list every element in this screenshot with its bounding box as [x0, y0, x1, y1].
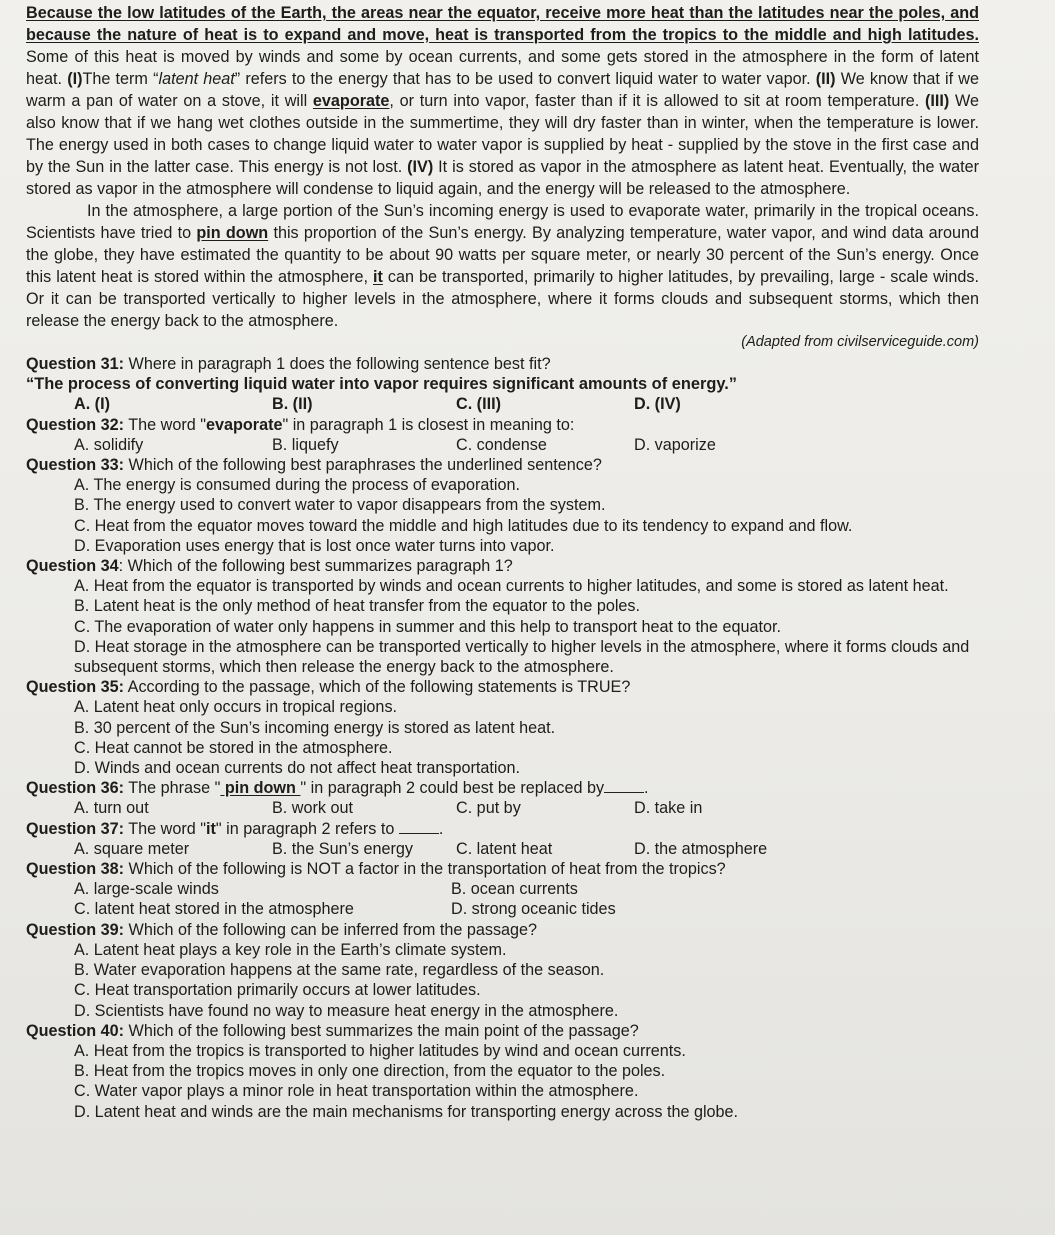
q34-option-c[interactable]: C. The evaporation of water only happens in summer and this help to transport heat to the equator.	[74, 617, 781, 636]
q34-option-a[interactable]: A. Heat from the equator is transported by winds and ocean currents to higher latitudes, and some is stored as latent heat.	[74, 577, 949, 596]
question-32-word: evaporate	[205, 415, 283, 434]
question-37-word: it	[205, 819, 216, 838]
marker-ii: (II)	[815, 70, 836, 88]
q31-option-d[interactable]: D. (IV)	[634, 395, 681, 414]
question-36-label: Question 36:	[26, 779, 125, 798]
q40-option-d[interactable]: D. Latent heat and winds are the main mechanisms for transporting energy across the globe.	[74, 1102, 739, 1121]
q32-option-b[interactable]: B. liquefy	[272, 435, 339, 454]
question-35-label: Question 35:	[26, 678, 125, 697]
question-36-blank	[604, 778, 644, 793]
question-34-label: Question 34	[26, 557, 119, 576]
question-39-text: Which of the following can be inferred from the passage?	[124, 920, 538, 939]
question-36-prompt	[26, 778, 979, 798]
evaporate-word: evaporate	[312, 92, 390, 110]
marker-i: (I)	[67, 70, 83, 88]
p1-text-g: It is stored as vapor in the atmosphere as latent heat. Eventually, the water stored as vapor in the atmosphere will condense to liquid again, and the energy will be released to the atmosphere.	[26, 158, 979, 198]
question-35	[26, 677, 979, 778]
q37-option-a[interactable]: A. square meter	[74, 839, 190, 858]
q38-option-a[interactable]: A. large-scale winds	[74, 880, 219, 899]
source-citation	[26, 332, 979, 352]
question-38	[26, 859, 979, 920]
question-31	[26, 354, 979, 415]
source-prefix: (Adapted from	[741, 334, 838, 350]
q35-option-a[interactable]: A. Latent heat only occurs in tropical regions.	[74, 698, 398, 717]
question-32-text-b: " in paragraph 1 is closest in meaning to:	[282, 415, 575, 434]
q32-option-d[interactable]: D. vaporize	[634, 435, 716, 454]
question-31-prompt	[26, 354, 979, 374]
p2-text-b: this proportion of the Sun’s energy. By analyzing temperature, water vapor, and wind data around the globe, they have estimated the quantity to be about 90 watts per square meter, or nearly 30 percent of the Sun’s energy. Once this latent heat is stored within the atmosphere,	[26, 224, 980, 286]
question-36-text-c: .	[644, 779, 649, 798]
question-40	[26, 1021, 979, 1122]
question-40-label: Question 40:	[26, 1021, 125, 1040]
q39-option-a[interactable]: A. Latent heat plays a key role in the Earth’s climate system.	[74, 940, 507, 959]
marker-iv: (IV)	[407, 158, 434, 176]
q37-option-b[interactable]: B. the Sun’s energy	[272, 839, 413, 858]
question-37-blank	[399, 819, 439, 834]
question-32-prompt	[26, 415, 979, 435]
question-40-prompt	[26, 1021, 979, 1041]
question-37	[26, 819, 979, 859]
marker-iii: (III)	[924, 92, 950, 110]
q33-option-b[interactable]: B. The energy used to convert water to vapor disappears from the system.	[74, 496, 606, 515]
q35-option-b[interactable]: B. 30 percent of the Sun’s incoming energy is stored as latent heat.	[74, 718, 556, 737]
question-37-label: Question 37:	[26, 819, 125, 838]
q38-option-c[interactable]: C. latent heat stored in the atmosphere	[74, 900, 354, 919]
question-38-options-row-2	[26, 899, 979, 919]
q31-option-b[interactable]: B. (II)	[272, 395, 313, 414]
p1-text-a: Some of this heat is moved by winds and some by ocean currents, and some gets stored in the atmosphere in the form of latent heat.	[26, 48, 979, 88]
q32-option-a[interactable]: A. solidify	[74, 435, 144, 454]
question-33-prompt	[26, 455, 979, 475]
q37-option-d[interactable]: D. the atmosphere	[634, 839, 768, 858]
p1-text-b: The term “	[82, 70, 159, 88]
latent-heat-term: latent heat	[158, 70, 235, 88]
question-37-prompt	[26, 819, 979, 839]
source-suffix: )	[974, 334, 979, 350]
q38-option-b[interactable]: B. ocean currents	[451, 880, 578, 899]
passage-paragraph-2	[26, 200, 979, 332]
question-31-text: Where in paragraph 1 does the following sentence best fit?	[124, 355, 551, 373]
pin-down-word: pin down	[196, 224, 269, 242]
p1-text-e: , or turn into vapor, faster than if it is allowed to sit at room temperature.	[389, 92, 925, 110]
question-31-label: Question 31:	[26, 355, 125, 373]
q39-option-c[interactable]: C. Heat transportation primarily occurs at lower latitudes.	[74, 981, 481, 1000]
question-34-text: : Which of the following best summarizes paragraph 1?	[118, 557, 513, 576]
question-39	[26, 920, 979, 1021]
q36-option-a[interactable]: A. turn out	[74, 799, 149, 818]
question-39-prompt	[26, 920, 979, 940]
p1-text-c: ” refers to the energy that has to be used to convert liquid water to water vapor.	[234, 70, 816, 88]
question-36-text-a: The phrase "	[124, 779, 221, 798]
q40-option-a[interactable]: A. Heat from the tropics is transported to higher latitudes by wind and ocean currents.	[74, 1041, 686, 1060]
question-37-text-a: The word "	[124, 819, 206, 838]
question-36-phrase: pin down	[220, 779, 301, 798]
question-32-label: Question 32:	[26, 415, 125, 434]
p1-text-f: We also know that if we hang wet clothes outside in the summertime, they will dry faster than in winter, when the temperature is lower. The energy used in both cases to change liquid water to water vapor is supplied by heat - supplied by the stove in the first case and by the Sun in the latter case. This energy is not lost.	[26, 92, 979, 176]
p2-text-c: can be transported, primarily to higher latitudes, by prevailing, large - scale winds. Or it can be transported vertically to higher levels in the atmosphere, where it forms clouds and subsequent storms, which then release the energy back to the atmosphere.	[26, 268, 979, 330]
question-33-label: Question 33:	[26, 456, 125, 475]
q31-option-c[interactable]: C. (III)	[456, 395, 501, 414]
q33-option-c[interactable]: C. Heat from the equator moves toward the middle and high latitudes due to its tendency to expand and flow.	[74, 516, 853, 535]
q31-option-a[interactable]: A. (I)	[74, 395, 110, 414]
q34-option-d[interactable]: D. Heat storage in the atmosphere can be transported vertically to higher levels in the atmosphere, where it forms clouds and subsequent storms, which then release the energy back to the atmosphere.	[74, 637, 970, 677]
q35-option-c[interactable]: C. Heat cannot be stored in the atmosphere.	[74, 738, 393, 757]
question-31-quote: “The process of converting liquid water into vapor requires significant amounts of energy.”	[26, 375, 737, 394]
question-36	[26, 778, 979, 818]
q36-option-d[interactable]: D. take in	[634, 799, 703, 818]
question-40-text: Which of the following best summarizes the main point of the passage?	[124, 1021, 639, 1040]
question-33	[26, 455, 979, 556]
question-32-text-a: The word "	[124, 415, 206, 434]
q34-option-b[interactable]: B. Latent heat is the only method of heat transfer from the equator to the poles.	[74, 597, 641, 616]
q39-option-d[interactable]: D. Scientists have found no way to measure heat energy in the atmosphere.	[74, 1001, 619, 1020]
question-36-text-b: " in paragraph 2 could best be replaced by	[300, 779, 605, 798]
question-37-text-c: .	[438, 819, 444, 838]
p1-text-d: We know that if we warm a pan of water on a stove, it will	[26, 70, 979, 110]
question-33-text: Which of the following best paraphrases the underlined sentence?	[124, 456, 602, 475]
question-39-label: Question 39:	[26, 920, 125, 939]
question-38-prompt	[26, 859, 979, 879]
q37-option-c[interactable]: C. latent heat	[456, 839, 553, 858]
q33-option-a[interactable]: A. The energy is consumed during the process of evaporation.	[74, 476, 521, 495]
q35-option-d[interactable]: D. Winds and ocean currents do not affect heat transportation.	[74, 759, 521, 778]
question-31-options	[26, 394, 979, 414]
q32-option-c[interactable]: C. condense	[456, 435, 547, 454]
it-word: it	[373, 268, 383, 286]
p2-text-a: In the atmosphere, a large portion of the Sun’s incoming energy is used to evaporate water, primarily in the tropical oceans. Scientists have tried to	[26, 202, 979, 242]
question-38-text: Which of the following is NOT a factor in the transportation of heat from the tropics?	[124, 860, 726, 879]
source-site: civilserviceguide.com	[837, 334, 975, 350]
question-35-prompt	[26, 677, 979, 697]
underlined-sentence: Because the low latitudes of the Earth, the areas near the equator, receive more heat than the latitudes near the poles, and because the nature of heat is to expand and move, heat is transported from the tropics to the middle and high latitudes.	[26, 4, 979, 44]
question-34	[26, 556, 979, 677]
q40-option-c[interactable]: C. Water vapor plays a minor role in heat transportation within the atmosphere.	[74, 1082, 639, 1101]
question-34-prompt	[26, 556, 979, 576]
q40-option-b[interactable]: B. Heat from the tropics moves in only one direction, from the equator to the poles.	[74, 1062, 666, 1081]
q39-option-b[interactable]: B. Water evaporation happens at the same rate, regardless of the season.	[74, 961, 605, 980]
q38-option-d[interactable]: D. strong oceanic tides	[451, 900, 616, 919]
question-32	[26, 415, 979, 455]
q36-option-c[interactable]: C. put by	[456, 799, 521, 818]
question-38-label: Question 38:	[26, 860, 125, 879]
question-35-text: According to the passage, which of the following statements is TRUE?	[124, 678, 631, 697]
question-36-options	[26, 798, 979, 818]
q36-option-b[interactable]: B. work out	[272, 799, 353, 818]
passage-paragraph-1	[26, 2, 979, 200]
question-38-options-row-1	[26, 879, 979, 899]
question-37-options	[26, 839, 979, 859]
question-32-options	[26, 435, 979, 455]
question-37-text-b: " in paragraph 2 refers to	[215, 819, 395, 838]
q33-option-d[interactable]: D. Evaporation uses energy that is lost once water turns into vapor.	[74, 536, 555, 555]
